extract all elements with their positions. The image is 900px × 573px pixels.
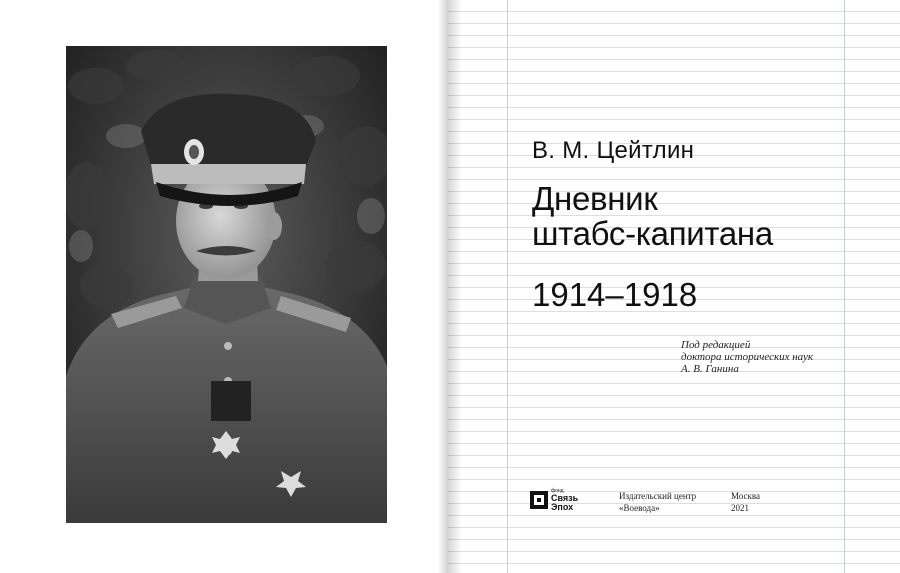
author-name: В. М. Цейтлин bbox=[532, 137, 695, 164]
margin-line-right bbox=[844, 0, 845, 573]
portrait-photo-icon bbox=[66, 46, 387, 523]
publisher-name bbox=[619, 490, 696, 514]
editor-credit-line-2: доктора исторических наук bbox=[681, 351, 814, 363]
publisher-name-line-2: «Воевода» bbox=[619, 503, 660, 513]
right-page bbox=[448, 0, 900, 573]
book-title bbox=[532, 181, 773, 251]
publication-place bbox=[731, 490, 760, 514]
book-title-line-2: штабс-капитана bbox=[532, 215, 773, 252]
publication-year: 2021 bbox=[731, 503, 749, 513]
left-page bbox=[0, 0, 448, 573]
publisher-logo-line-2: Эпох bbox=[551, 501, 574, 512]
publisher-name-line-1: Издательский центр bbox=[619, 491, 697, 501]
book-title-line-1: Дневник bbox=[532, 180, 658, 217]
portrait-photo bbox=[66, 46, 387, 523]
margin-line-left bbox=[507, 0, 508, 573]
publisher-logo-icon bbox=[530, 491, 548, 509]
editor-credit-line-3: А. В. Ганина bbox=[681, 363, 739, 375]
publication-city: Москва bbox=[731, 491, 760, 501]
publisher-logo bbox=[530, 489, 590, 511]
publisher-logo-small: фонд bbox=[551, 487, 564, 494]
editor-credit bbox=[681, 339, 813, 375]
editor-credit-line-1: Под редакцией bbox=[681, 339, 751, 351]
publisher-logo-line-1: Связь bbox=[551, 492, 579, 503]
book-years: 1914–1918 bbox=[532, 276, 698, 313]
publisher-logo-text bbox=[551, 489, 578, 512]
